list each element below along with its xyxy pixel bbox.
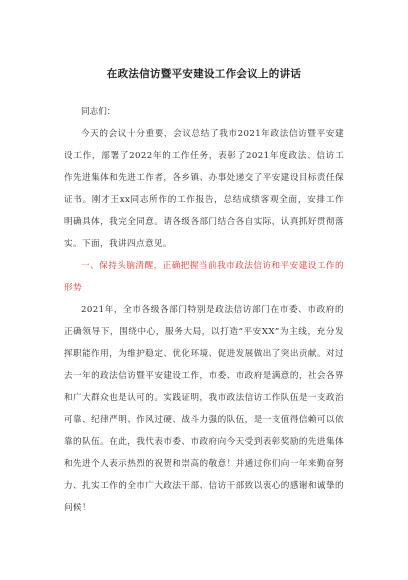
salutation: 同志们： xyxy=(81,107,116,117)
paragraph-2021-review: 2021年，全市各级各部门特别是政法信访部门在市委、市政府的正确领导下，围绕中心，服务大局，以打造“平安XX”为主线，充分发挥职能作用，为维护稳定、优化环境、促进发展做出了突出贡献。对过去一年的政法信访暨平安建设工作，市委、市政府是满意的，社会各界和广大群众也是认可的。实践证明，我市政法信访工作队伍是一支政治可靠、纪律严明、作风过硬、战斗力强的队伍，是一支值得信赖可以依靠的队伍。在此，我代表市委、市政府向今天受到表彰奖励的先进集体和先进个人表示热烈的祝贺和崇高的敬意！并通过你们向一年来勤奋努力、扎实工作的全市广大政法干部、信访干部致以衷心的感谢和诚挚的问候！ xyxy=(64,305,344,513)
paragraph-intro: 今天的会议十分重要，会议总结了我市2021年政法信访暨平安建设工作，部署了2022年的工作任务，表彰了2021年度政法、信访工作先进集体和先进工作者，各乡镇、办事处递交了平安建设目标责任保证书。刚才王xx同志所作的工作报告，总结成绩客观全面，安排工作明确具体，我完全同意。请各级各部门结合各自实际，认真抓好贯彻落实。下面，我讲四点意见。 xyxy=(64,129,344,249)
section-heading-1-body: 正确把握当前我市政法信访和平安建设工作的形势 xyxy=(64,261,344,293)
section-heading-1-lead: 一、保持头脑清醒， xyxy=(81,261,163,271)
section-heading-1 xyxy=(64,255,344,299)
document-title: 在政法信访暨平安建设工作会议上的讲话 xyxy=(106,68,302,80)
